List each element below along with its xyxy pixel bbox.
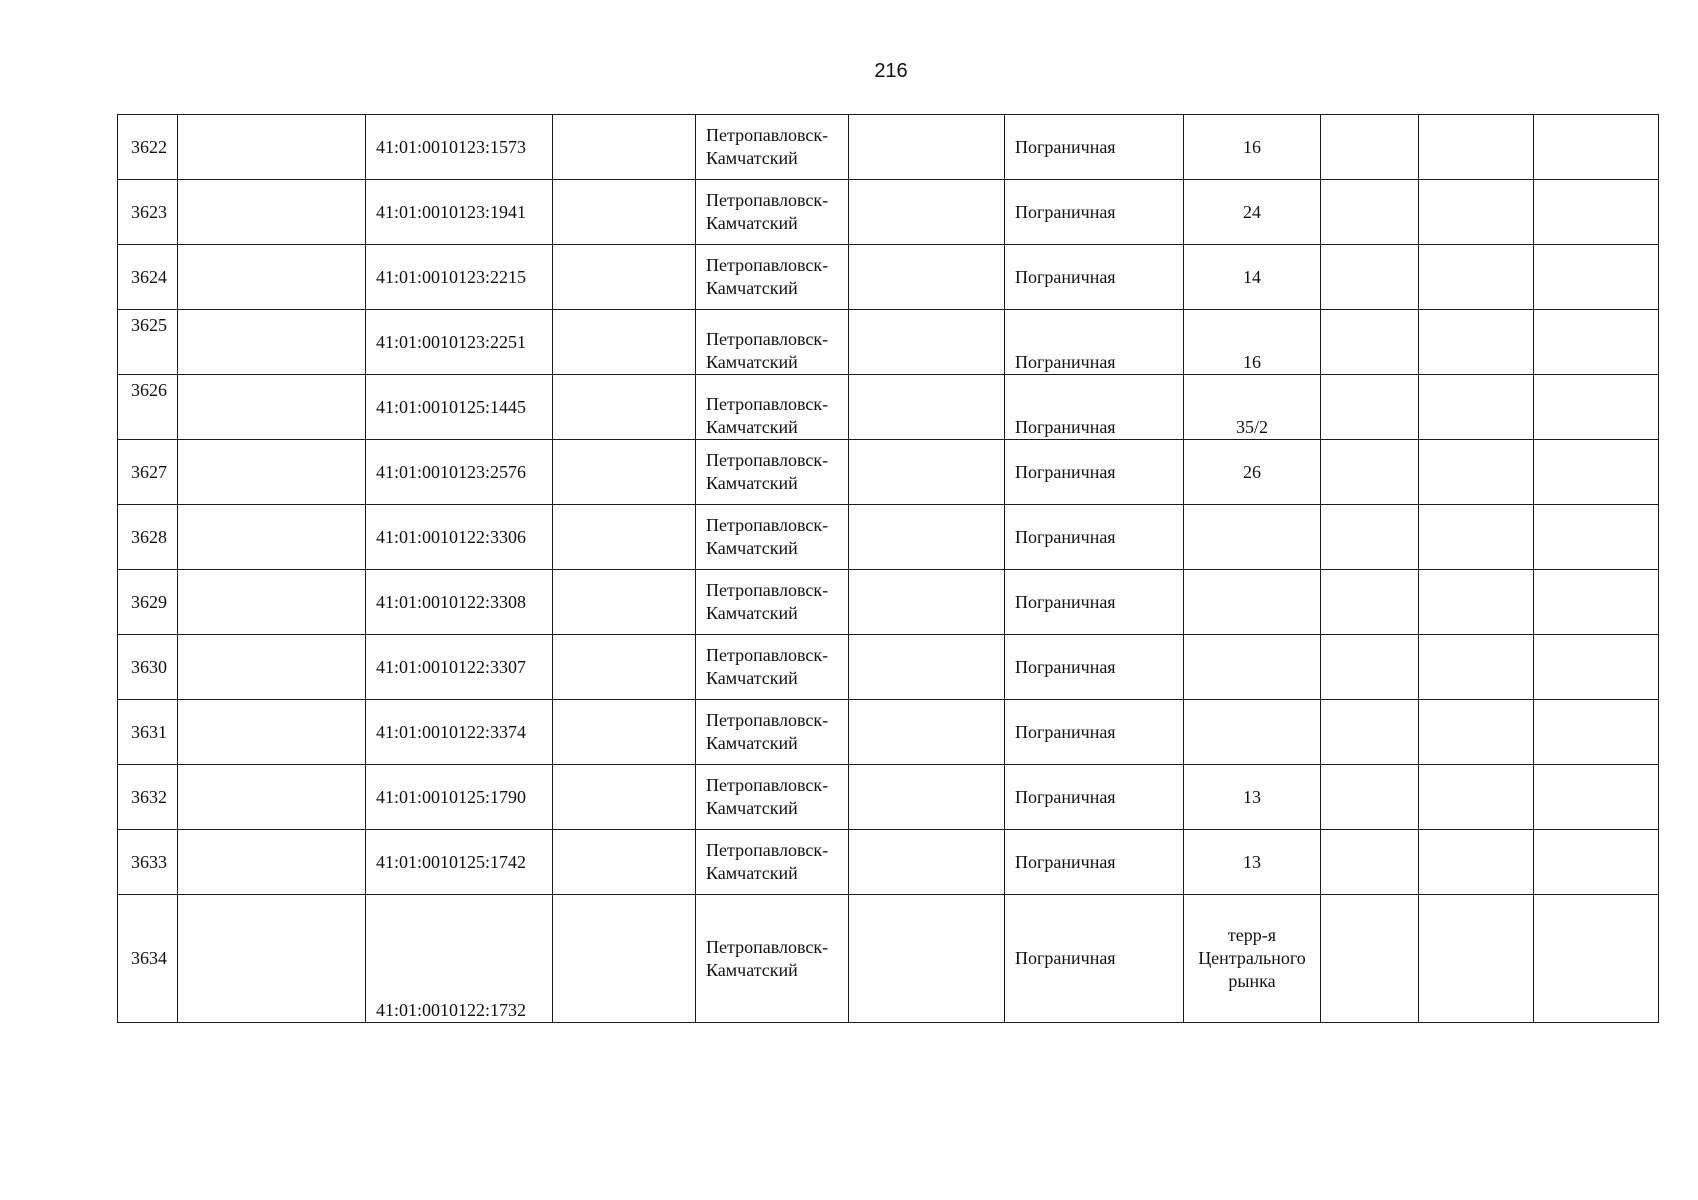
- empty-cell: [178, 375, 366, 440]
- cadastral-number: 41:01:0010123:2576: [366, 440, 553, 505]
- city: Петропавловск-Камчатский: [696, 245, 849, 310]
- row-number: 3629: [118, 570, 178, 635]
- table-row: [118, 115, 1659, 180]
- empty-cell: [1419, 505, 1534, 570]
- empty-cell: [178, 830, 366, 895]
- cadastral-number: 41:01:0010122:3307: [366, 635, 553, 700]
- street: Пограничная: [1005, 765, 1184, 830]
- empty-cell: [178, 570, 366, 635]
- empty-cell: [1534, 570, 1659, 635]
- empty-cell: [1534, 310, 1659, 375]
- street: Пограничная: [1005, 310, 1184, 375]
- house-number: 16: [1184, 310, 1321, 375]
- empty-cell: [553, 440, 696, 505]
- property-registry-table: [117, 114, 1659, 1023]
- row-number: 3623: [118, 180, 178, 245]
- city: Петропавловск-Камчатский: [696, 505, 849, 570]
- empty-cell: [1534, 505, 1659, 570]
- city: Петропавловск-Камчатский: [696, 180, 849, 245]
- street: Пограничная: [1005, 700, 1184, 765]
- empty-cell: [1321, 245, 1419, 310]
- empty-cell: [178, 440, 366, 505]
- table-row: [118, 700, 1659, 765]
- empty-cell: [178, 765, 366, 830]
- row-number: 3632: [118, 765, 178, 830]
- empty-cell: [1419, 830, 1534, 895]
- empty-cell: [553, 180, 696, 245]
- empty-cell: [553, 895, 696, 1023]
- city: Петропавловск-Камчатский: [696, 115, 849, 180]
- empty-cell: [1419, 310, 1534, 375]
- table-row: [118, 830, 1659, 895]
- row-number: 3626: [118, 375, 178, 440]
- table-row: [118, 180, 1659, 245]
- empty-cell: [1419, 440, 1534, 505]
- empty-cell: [1534, 830, 1659, 895]
- cadastral-number: 41:01:0010122:1732: [366, 895, 553, 1023]
- cadastral-number: 41:01:0010125:1445: [366, 375, 553, 440]
- house-number: 16: [1184, 115, 1321, 180]
- house-number: [1184, 635, 1321, 700]
- house-number: 35/2: [1184, 375, 1321, 440]
- empty-cell: [553, 635, 696, 700]
- empty-cell: [553, 375, 696, 440]
- empty-cell: [1419, 115, 1534, 180]
- empty-cell: [553, 505, 696, 570]
- table-row: [118, 245, 1659, 310]
- empty-cell: [1321, 440, 1419, 505]
- empty-cell: [1419, 700, 1534, 765]
- empty-cell: [1321, 635, 1419, 700]
- empty-cell: [553, 765, 696, 830]
- empty-cell: [1534, 375, 1659, 440]
- empty-cell: [178, 180, 366, 245]
- row-number: 3627: [118, 440, 178, 505]
- city: Петропавловск-Камчатский: [696, 830, 849, 895]
- street: Пограничная: [1005, 245, 1184, 310]
- house-number: 14: [1184, 245, 1321, 310]
- page-number: 216: [874, 60, 908, 82]
- empty-cell: [1321, 115, 1419, 180]
- street: Пограничная: [1005, 115, 1184, 180]
- city: Петропавловск-Камчатский: [696, 570, 849, 635]
- city: Петропавловск-Камчатский: [696, 635, 849, 700]
- city: Петропавловск-Камчатский: [696, 375, 849, 440]
- house-number: 13: [1184, 830, 1321, 895]
- table-row: [118, 375, 1659, 440]
- empty-cell: [849, 830, 1005, 895]
- cadastral-number: 41:01:0010123:1941: [366, 180, 553, 245]
- house-number: терр-я Центрального рынка: [1184, 895, 1321, 1023]
- empty-cell: [178, 310, 366, 375]
- empty-cell: [849, 700, 1005, 765]
- cadastral-number: 41:01:0010122:3374: [366, 700, 553, 765]
- empty-cell: [849, 895, 1005, 1023]
- empty-cell: [178, 895, 366, 1023]
- city: Петропавловск-Камчатский: [696, 765, 849, 830]
- street: Пограничная: [1005, 505, 1184, 570]
- empty-cell: [1534, 115, 1659, 180]
- row-number: 3624: [118, 245, 178, 310]
- table-row: [118, 895, 1659, 1023]
- empty-cell: [1534, 895, 1659, 1023]
- empty-cell: [1321, 830, 1419, 895]
- street: Пограничная: [1005, 830, 1184, 895]
- table-row: [118, 635, 1659, 700]
- street: Пограничная: [1005, 635, 1184, 700]
- cadastral-number: 41:01:0010122:3306: [366, 505, 553, 570]
- table-row: [118, 505, 1659, 570]
- empty-cell: [178, 245, 366, 310]
- empty-cell: [1534, 440, 1659, 505]
- city: Петропавловск-Камчатский: [696, 310, 849, 375]
- house-number: 24: [1184, 180, 1321, 245]
- house-number: 13: [1184, 765, 1321, 830]
- empty-cell: [1321, 895, 1419, 1023]
- street: Пограничная: [1005, 895, 1184, 1023]
- house-number: [1184, 700, 1321, 765]
- empty-cell: [553, 830, 696, 895]
- table-row: [118, 440, 1659, 505]
- row-number: 3622: [118, 115, 178, 180]
- house-number: [1184, 505, 1321, 570]
- empty-cell: [1534, 245, 1659, 310]
- street: Пограничная: [1005, 180, 1184, 245]
- empty-cell: [1534, 700, 1659, 765]
- city: Петропавловск-Камчатский: [696, 440, 849, 505]
- row-number: 3625: [118, 310, 178, 375]
- empty-cell: [1321, 310, 1419, 375]
- empty-cell: [1419, 180, 1534, 245]
- empty-cell: [553, 570, 696, 635]
- empty-cell: [1321, 375, 1419, 440]
- empty-cell: [1419, 895, 1534, 1023]
- empty-cell: [849, 765, 1005, 830]
- city: Петропавловск-Камчатский: [696, 700, 849, 765]
- empty-cell: [553, 115, 696, 180]
- empty-cell: [1534, 765, 1659, 830]
- empty-cell: [178, 505, 366, 570]
- empty-cell: [178, 700, 366, 765]
- empty-cell: [1419, 375, 1534, 440]
- street: Пограничная: [1005, 440, 1184, 505]
- empty-cell: [1419, 765, 1534, 830]
- empty-cell: [849, 440, 1005, 505]
- cadastral-number: 41:01:0010122:3308: [366, 570, 553, 635]
- table-row: [118, 310, 1659, 375]
- cadastral-number: 41:01:0010123:2251: [366, 310, 553, 375]
- empty-cell: [553, 245, 696, 310]
- cadastral-number: 41:01:0010125:1790: [366, 765, 553, 830]
- empty-cell: [1534, 635, 1659, 700]
- empty-cell: [849, 245, 1005, 310]
- empty-cell: [553, 310, 696, 375]
- street: Пограничная: [1005, 570, 1184, 635]
- cadastral-number: 41:01:0010125:1742: [366, 830, 553, 895]
- empty-cell: [1321, 700, 1419, 765]
- empty-cell: [1321, 765, 1419, 830]
- row-number: 3633: [118, 830, 178, 895]
- house-number: [1184, 570, 1321, 635]
- empty-cell: [1534, 180, 1659, 245]
- empty-cell: [1321, 180, 1419, 245]
- house-number: 26: [1184, 440, 1321, 505]
- empty-cell: [1419, 635, 1534, 700]
- empty-cell: [178, 115, 366, 180]
- row-number: 3634: [118, 895, 178, 1023]
- row-number: 3628: [118, 505, 178, 570]
- empty-cell: [849, 570, 1005, 635]
- empty-cell: [1419, 570, 1534, 635]
- empty-cell: [1321, 570, 1419, 635]
- empty-cell: [849, 635, 1005, 700]
- empty-cell: [553, 700, 696, 765]
- empty-cell: [178, 635, 366, 700]
- empty-cell: [849, 115, 1005, 180]
- empty-cell: [849, 505, 1005, 570]
- cadastral-number: 41:01:0010123:2215: [366, 245, 553, 310]
- empty-cell: [1321, 505, 1419, 570]
- empty-cell: [849, 375, 1005, 440]
- street: Пограничная: [1005, 375, 1184, 440]
- row-number: 3630: [118, 635, 178, 700]
- table-row: [118, 765, 1659, 830]
- city: Петропавловск-Камчатский: [696, 895, 849, 1023]
- row-number: 3631: [118, 700, 178, 765]
- empty-cell: [1419, 245, 1534, 310]
- empty-cell: [849, 310, 1005, 375]
- table-row: [118, 570, 1659, 635]
- empty-cell: [849, 180, 1005, 245]
- cadastral-number: 41:01:0010123:1573: [366, 115, 553, 180]
